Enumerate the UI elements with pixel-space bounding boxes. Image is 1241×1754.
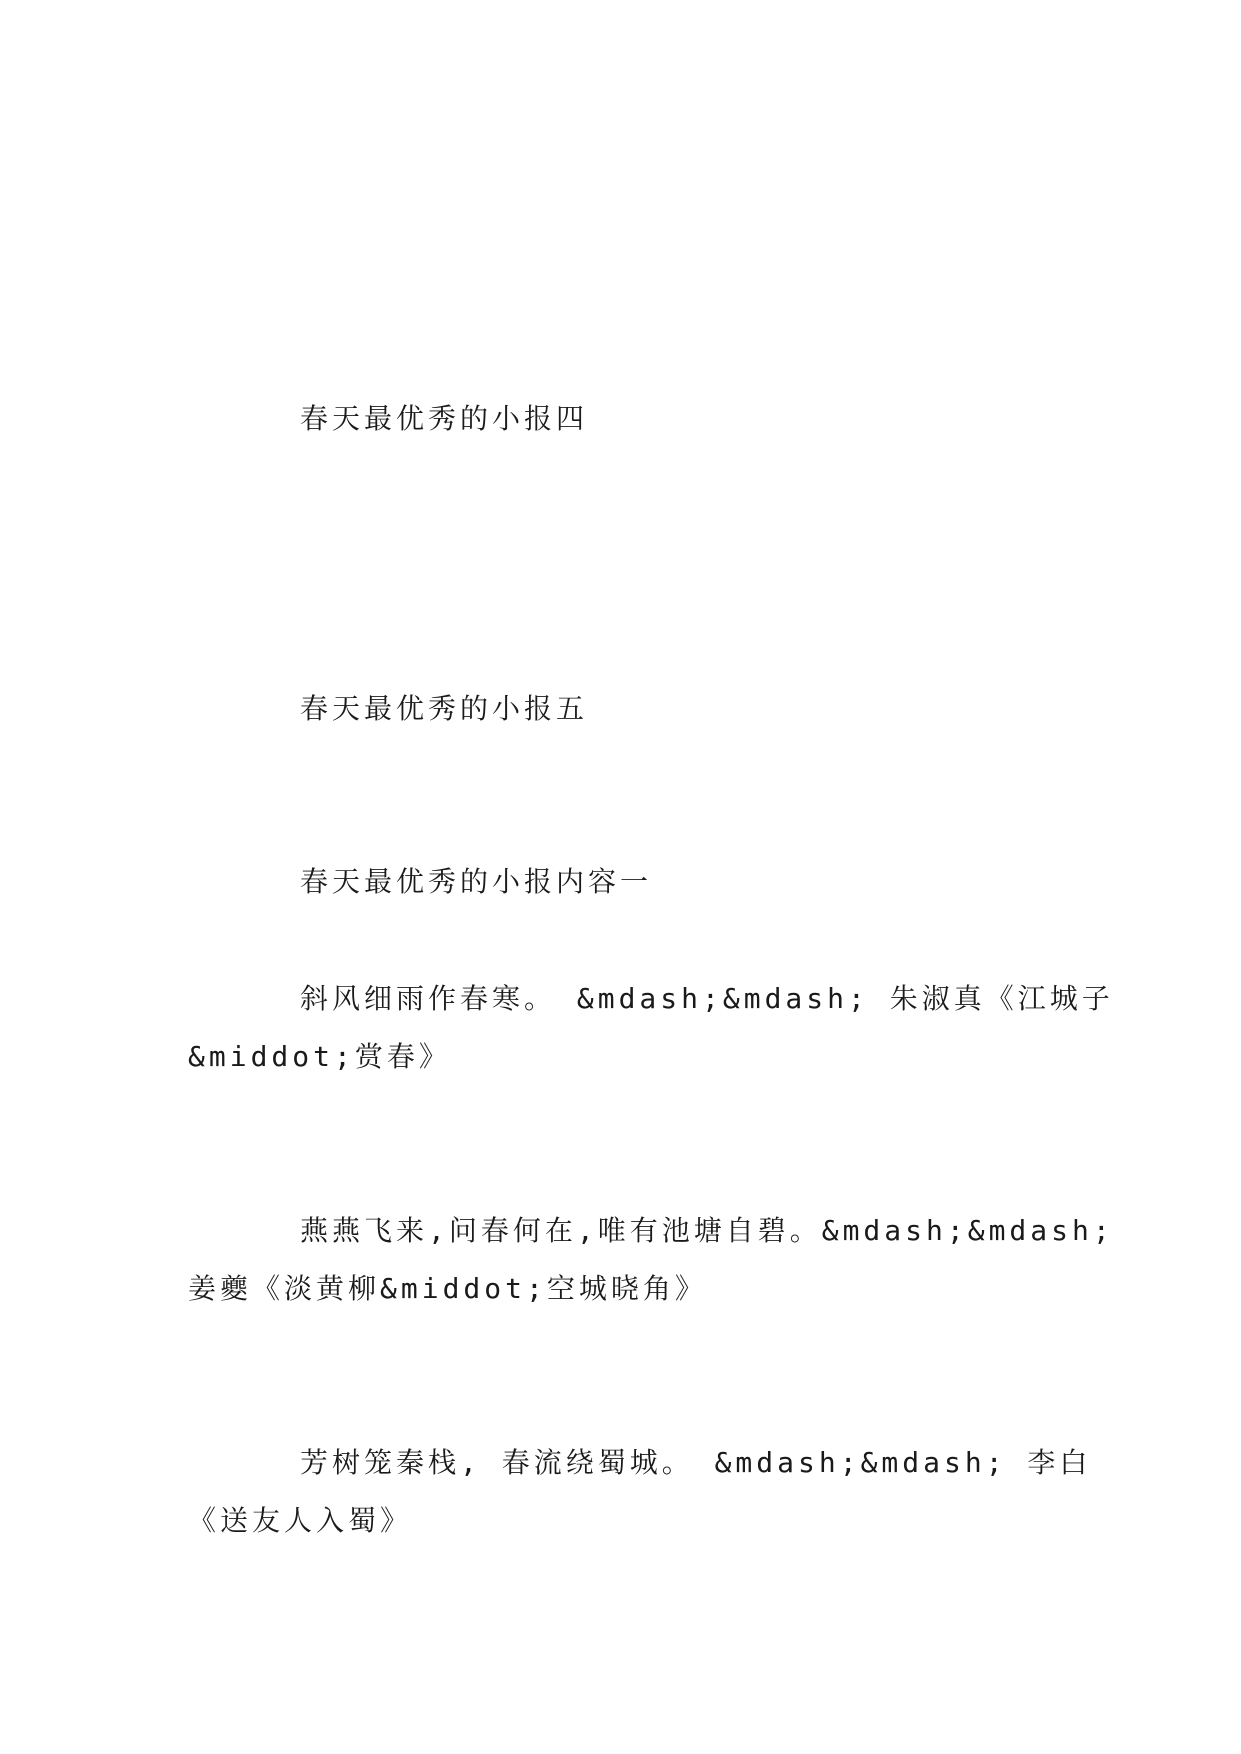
quote-1-line-b: &middot;赏春》 [188,1040,451,1073]
quote-3-line-b: 《送友人入蜀》 [188,1504,413,1537]
quote-1-line-a: 斜风细雨作春寒。 &mdash;&mdash; 朱淑真《江城子 [300,982,1114,1015]
quote-2-line-a: 燕燕飞来,问春何在,唯有池塘自碧。&mdash;&mdash; [300,1214,1114,1247]
quote-2-line-b: 姜夔《淡黄柳&middot;空城晓角》 [188,1272,707,1305]
heading-5: 春天最优秀的小报五 [300,692,589,725]
section-title-1: 春天最优秀的小报内容一 [300,865,653,898]
heading-4: 春天最优秀的小报四 [300,402,589,435]
quote-3-line-a: 芳树笼秦栈, 春流绕蜀城。 &mdash;&mdash; 李白 [300,1446,1092,1479]
